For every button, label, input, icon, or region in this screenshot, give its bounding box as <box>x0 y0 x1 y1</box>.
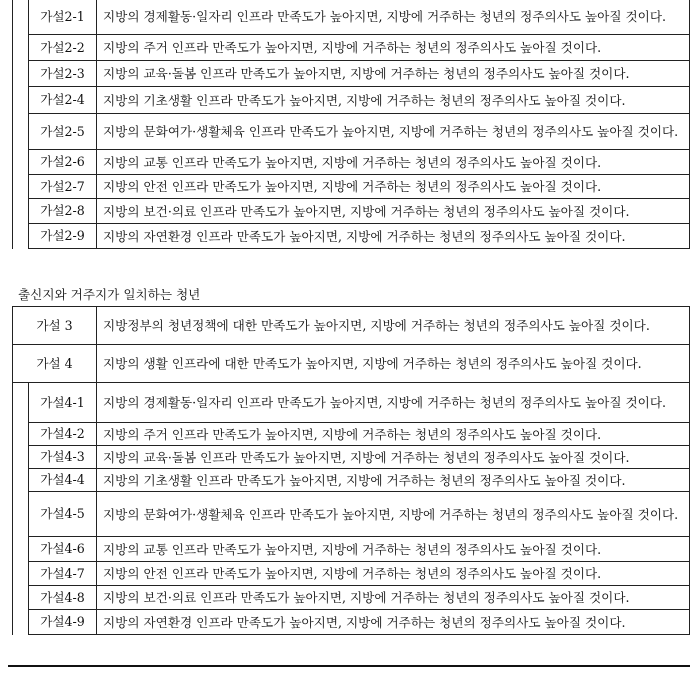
hypothesis-text: 지방의 교육·돌봄 인프라 만족도가 높아지면, 지방에 거주하는 청년의 정주의사도 높아질 것이다. <box>97 61 690 87</box>
table-row <box>13 307 690 345</box>
hypothesis-text: 지방의 보건·의료 인프라 만족도가 높아지면, 지방에 거주하는 청년의 정주의사도 높아질 것이다. <box>97 586 690 610</box>
hypothesis-text: 지방의 교육·돌봄 인프라 만족도가 높아지면, 지방에 거주하는 청년의 정주의사도 높아질 것이다. <box>97 446 690 469</box>
hypothesis-text: 지방의 안전 인프라 만족도가 높아지면, 지방에 거주하는 청년의 정주의사도 높아질 것이다. <box>97 175 690 199</box>
table-row <box>13 61 690 87</box>
indent-cell <box>13 175 29 199</box>
hypothesis-text: 지방의 보건·의료 인프라 만족도가 높아지면, 지방에 거주하는 청년의 정주의사도 높아질 것이다. <box>97 199 690 224</box>
table-row <box>13 610 690 635</box>
hypothesis-label: 가설 4 <box>13 345 97 383</box>
indent-cell <box>13 114 29 150</box>
hypothesis-label: 가설2-1 <box>29 0 97 35</box>
hypothesis-text: 지방의 생활 인프라에 대한 만족도가 높아지면, 지방에 거주하는 청년의 정주의사도 높아질 것이다. <box>97 345 690 383</box>
indent-cell <box>13 537 29 562</box>
hypothesis-text: 지방의 주거 인프라 만족도가 높아지면, 지방에 거주하는 청년의 정주의사도 높아질 것이다. <box>97 35 690 61</box>
hypothesis-label: 가설4-9 <box>29 610 97 635</box>
table-row <box>13 492 690 537</box>
hypothesis-text: 지방의 주거 인프라 만족도가 높아지면, 지방에 거주하는 청년의 정주의사도 높아질 것이다. <box>97 423 690 446</box>
hypothesis-text: 지방의 경제활동·일자리 인프라 만족도가 높아지면, 지방에 거주하는 청년의 정주의사도 높아질 것이다. <box>97 383 690 423</box>
hypothesis-text: 지방의 기초생활 인프라 만족도가 높아지면, 지방에 거주하는 청년의 정주의사도 높아질 것이다. <box>97 469 690 492</box>
table-row <box>13 224 690 249</box>
indent-cell <box>13 423 29 446</box>
table-row <box>13 175 690 199</box>
indent-cell <box>13 0 29 35</box>
hypothesis-label: 가설 3 <box>13 307 97 345</box>
hypothesis-text: 지방의 경제활동·일자리 인프라 만족도가 높아지면, 지방에 거주하는 청년의 정주의사도 높아질 것이다. <box>97 0 690 35</box>
table-row <box>13 586 690 610</box>
hypothesis-label: 가설4-3 <box>29 446 97 469</box>
bottom-rule <box>8 665 690 667</box>
indent-cell <box>13 199 29 224</box>
hypothesis-label: 가설4-7 <box>29 562 97 586</box>
table-row <box>13 537 690 562</box>
hypothesis-label: 가설4-1 <box>29 383 97 423</box>
hypothesis-label: 가설4-2 <box>29 423 97 446</box>
section-heading: 출신지와 거주지가 일치하는 청년 <box>18 287 201 302</box>
indent-cell <box>13 87 29 114</box>
table-row <box>13 35 690 61</box>
table-row <box>13 87 690 114</box>
hypothesis-text: 지방의 자연환경 인프라 만족도가 높아지면, 지방에 거주하는 청년의 정주의사도 높아질 것이다. <box>97 224 690 249</box>
indent-cell <box>13 610 29 635</box>
table-row <box>13 383 690 423</box>
table-row <box>13 114 690 150</box>
hypothesis-label: 가설2-6 <box>29 150 97 175</box>
hypothesis-text: 지방의 자연환경 인프라 만족도가 높아지면, 지방에 거주하는 청년의 정주의사도 높아질 것이다. <box>97 610 690 635</box>
hypothesis-label: 가설2-9 <box>29 224 97 249</box>
hypothesis-label: 가설2-8 <box>29 199 97 224</box>
hypothesis-table-4 <box>12 306 690 635</box>
hypothesis-text: 지방의 안전 인프라 만족도가 높아지면, 지방에 거주하는 청년의 정주의사도 높아질 것이다. <box>97 562 690 586</box>
indent-cell <box>13 446 29 469</box>
indent-cell <box>13 35 29 61</box>
table-row <box>13 446 690 469</box>
indent-cell <box>13 150 29 175</box>
hypothesis-label: 가설2-7 <box>29 175 97 199</box>
table-row <box>13 0 690 35</box>
hypothesis-label: 가설4-8 <box>29 586 97 610</box>
hypothesis-text: 지방정부의 청년정책에 대한 만족도가 높아지면, 지방에 거주하는 청년의 정주의사도 높아질 것이다. <box>97 307 690 345</box>
table-row <box>13 423 690 446</box>
hypothesis-text: 지방의 문화여가·생활체육 인프라 만족도가 높아지면, 지방에 거주하는 청년의 정주의사도 높아질 것이다. <box>97 492 690 537</box>
hypothesis-text: 지방의 교통 인프라 만족도가 높아지면, 지방에 거주하는 청년의 정주의사도 높아질 것이다. <box>97 537 690 562</box>
hypothesis-label: 가설4-4 <box>29 469 97 492</box>
hypothesis-label: 가설2-4 <box>29 87 97 114</box>
hypothesis-label: 가설2-3 <box>29 61 97 87</box>
hypothesis-label: 가설2-5 <box>29 114 97 150</box>
indent-cell <box>13 586 29 610</box>
table-row <box>13 469 690 492</box>
table-row <box>13 345 690 383</box>
hypothesis-text: 지방의 문화여가·생활체육 인프라 만족도가 높아지면, 지방에 거주하는 청년의 정주의사도 높아질 것이다. <box>97 114 690 150</box>
table-row <box>13 562 690 586</box>
indent-cell <box>13 562 29 586</box>
indent-cell <box>13 61 29 87</box>
indent-cell <box>13 469 29 492</box>
hypothesis-label: 가설2-2 <box>29 35 97 61</box>
hypothesis-text: 지방의 기초생활 인프라 만족도가 높아지면, 지방에 거주하는 청년의 정주의사도 높아질 것이다. <box>97 87 690 114</box>
table-row <box>13 199 690 224</box>
indent-cell <box>13 492 29 537</box>
hypothesis-table-2 <box>12 0 690 249</box>
hypothesis-label: 가설4-6 <box>29 537 97 562</box>
table-row <box>13 150 690 175</box>
hypothesis-label: 가설4-5 <box>29 492 97 537</box>
indent-cell <box>13 383 29 423</box>
hypothesis-text: 지방의 교통 인프라 만족도가 높아지면, 지방에 거주하는 청년의 정주의사도 높아질 것이다. <box>97 150 690 175</box>
indent-cell <box>13 224 29 249</box>
